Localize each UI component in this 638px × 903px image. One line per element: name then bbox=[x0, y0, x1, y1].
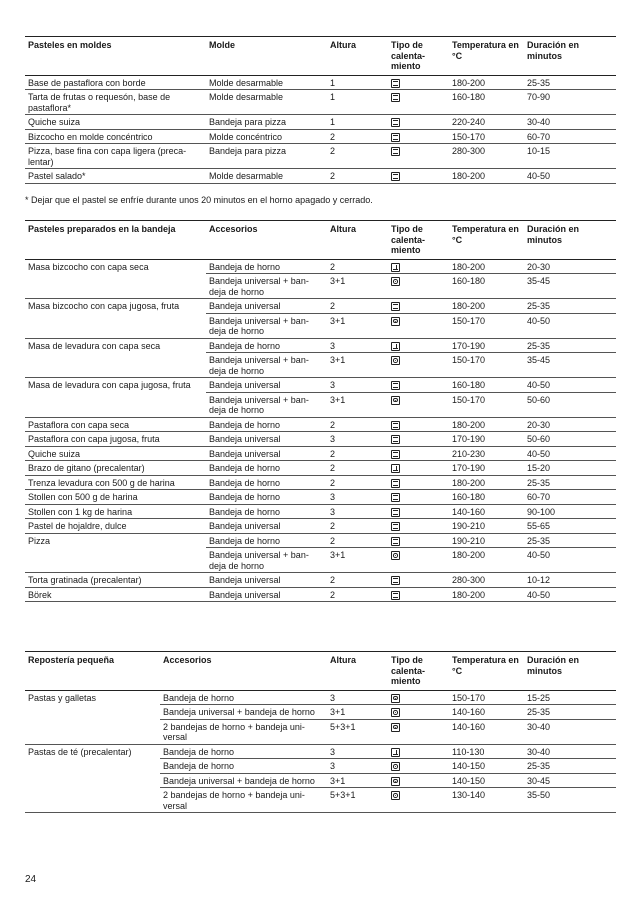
heating-type-cell bbox=[388, 759, 449, 774]
acc-cell: Bandeja universal bbox=[206, 446, 327, 461]
time-cell: 25-35 bbox=[524, 705, 616, 720]
top-bottom-heat-icon bbox=[391, 576, 400, 585]
acc-cell: Molde concéntrico bbox=[206, 129, 327, 144]
table-row bbox=[25, 378, 616, 393]
temp-cell: 280-300 bbox=[449, 573, 524, 588]
time-cell: 55-65 bbox=[524, 519, 616, 534]
time-cell: 10-15 bbox=[524, 144, 616, 169]
time-cell: 20-30 bbox=[524, 259, 616, 274]
alt-cell: 3+1 bbox=[327, 313, 388, 338]
column-header: Tipo de calenta-miento bbox=[388, 652, 449, 691]
name-cell bbox=[25, 773, 160, 788]
time-cell: 25-35 bbox=[524, 533, 616, 548]
temp-cell: 150-170 bbox=[449, 353, 524, 378]
bottom-heat-icon bbox=[391, 342, 400, 351]
time-cell: 10-12 bbox=[524, 573, 616, 588]
temp-cell: 160-180 bbox=[449, 378, 524, 393]
name-cell: Masa de levadura con capa jugosa, fruta bbox=[28, 380, 191, 390]
acc-cell: Bandeja universal + bandeja de horno bbox=[160, 705, 327, 720]
acc-cell: Bandeja de horno bbox=[206, 490, 327, 505]
acc-cell: Bandeja universal + ban-deja de horno bbox=[206, 313, 327, 338]
heating-type-cell bbox=[388, 353, 449, 378]
top-bottom-heat-icon bbox=[391, 381, 400, 390]
name-cell: Tarta de frutas o requesón, base de pastaflora* bbox=[25, 90, 206, 115]
name-cell: Pastel salado* bbox=[25, 169, 206, 184]
temp-cell: 140-160 bbox=[449, 504, 524, 519]
table-row bbox=[25, 129, 616, 144]
table-row bbox=[25, 299, 616, 314]
bottom-heat-icon bbox=[391, 748, 400, 757]
name-cell bbox=[25, 313, 206, 338]
temp-cell: 180-200 bbox=[449, 75, 524, 90]
top-bottom-heat-icon bbox=[391, 302, 400, 311]
temp-cell: 150-170 bbox=[449, 690, 524, 705]
table-row bbox=[25, 504, 616, 519]
name-cell: Pastas de té (precalentar) bbox=[28, 746, 132, 757]
top-bottom-heat-icon bbox=[391, 421, 400, 430]
alt-cell: 2 bbox=[327, 299, 388, 314]
time-cell: 35-45 bbox=[524, 274, 616, 299]
heating-type-cell bbox=[388, 573, 449, 588]
table-row bbox=[25, 705, 616, 720]
name-cell: Pastaflora con capa jugosa, fruta bbox=[25, 432, 206, 447]
name-cell: Quiche suiza bbox=[25, 115, 206, 130]
temp-cell: 160-180 bbox=[449, 490, 524, 505]
heating-type-cell bbox=[388, 705, 449, 720]
time-cell: 30-40 bbox=[524, 115, 616, 130]
alt-cell: 3+1 bbox=[327, 274, 388, 299]
alt-cell: 3 bbox=[327, 690, 388, 705]
table-row bbox=[25, 475, 616, 490]
alt-cell: 3+1 bbox=[327, 353, 388, 378]
top-bottom-heat-icon bbox=[391, 133, 400, 142]
table-row bbox=[25, 788, 616, 813]
acc-cell: Bandeja universal bbox=[206, 299, 327, 314]
heating-type-cell bbox=[388, 690, 449, 705]
top-bottom-heat-icon bbox=[391, 118, 400, 127]
top-bottom-heat-icon bbox=[391, 493, 400, 502]
alt-cell: 2 bbox=[327, 259, 388, 274]
temp-cell: 220-240 bbox=[449, 115, 524, 130]
temp-cell: 150-170 bbox=[449, 129, 524, 144]
column-header: Duración en minutos bbox=[524, 221, 616, 260]
hot-air-icon bbox=[391, 723, 400, 732]
time-cell: 25-35 bbox=[524, 299, 616, 314]
acc-cell: Bandeja universal bbox=[206, 573, 327, 588]
table-row bbox=[25, 274, 616, 299]
acc-cell: Molde desarmable bbox=[206, 75, 327, 90]
name-cell bbox=[25, 353, 206, 378]
column-header: Pasteles preparados en la bandeja bbox=[25, 221, 206, 260]
temp-cell: 150-170 bbox=[449, 392, 524, 417]
time-cell: 35-45 bbox=[524, 353, 616, 378]
table-row bbox=[25, 461, 616, 476]
name-cell: Torta gratinada (precalentar) bbox=[25, 573, 206, 588]
table-row bbox=[25, 353, 616, 378]
alt-cell: 3+1 bbox=[327, 392, 388, 417]
alt-cell: 2 bbox=[327, 461, 388, 476]
column-header: Tipo de calenta-miento bbox=[388, 37, 449, 76]
table-row bbox=[25, 773, 616, 788]
name-cell: Brazo de gitano (precalentar) bbox=[25, 461, 206, 476]
time-cell: 30-40 bbox=[524, 719, 616, 744]
time-cell: 25-35 bbox=[524, 338, 616, 353]
time-cell: 15-25 bbox=[524, 690, 616, 705]
heating-type-cell bbox=[388, 533, 449, 548]
time-cell: 25-35 bbox=[524, 75, 616, 90]
bottom-heat-icon bbox=[391, 263, 400, 272]
heating-type-cell bbox=[388, 144, 449, 169]
temp-cell: 170-190 bbox=[449, 461, 524, 476]
hot-air-icon bbox=[391, 791, 400, 800]
acc-cell: 2 bandejas de horno + bandeja uni-versal bbox=[160, 788, 327, 813]
alt-cell: 3+1 bbox=[327, 548, 388, 573]
top-bottom-heat-icon bbox=[391, 93, 400, 102]
heating-type-cell bbox=[388, 587, 449, 602]
time-cell: 40-50 bbox=[524, 587, 616, 602]
temp-cell: 180-200 bbox=[449, 169, 524, 184]
acc-cell: Molde desarmable bbox=[206, 169, 327, 184]
temp-cell: 210-230 bbox=[449, 446, 524, 461]
heating-type-cell bbox=[388, 313, 449, 338]
column-header: Repostería pequeña bbox=[25, 652, 160, 691]
hot-air-icon bbox=[391, 777, 400, 786]
heating-type-cell bbox=[388, 299, 449, 314]
acc-cell: Bandeja universal + ban-deja de horno bbox=[206, 353, 327, 378]
acc-cell: Bandeja de horno bbox=[206, 475, 327, 490]
table-row bbox=[25, 519, 616, 534]
time-cell: 30-45 bbox=[524, 773, 616, 788]
column-header: Temperatura en °C bbox=[449, 37, 524, 76]
alt-cell: 3 bbox=[327, 744, 388, 759]
table-pasteles-en-moldes bbox=[25, 36, 616, 184]
column-header: Temperatura en °C bbox=[449, 221, 524, 260]
hot-air-icon bbox=[391, 396, 400, 405]
alt-cell: 3 bbox=[327, 338, 388, 353]
top-bottom-heat-icon bbox=[391, 522, 400, 531]
table-row bbox=[25, 338, 616, 353]
temp-cell: 180-200 bbox=[449, 417, 524, 432]
alt-cell: 2 bbox=[327, 519, 388, 534]
name-cell: Pizza bbox=[28, 535, 51, 546]
alt-cell: 1 bbox=[327, 75, 388, 90]
alt-cell: 2 bbox=[327, 573, 388, 588]
name-cell: Base de pastaflora con borde bbox=[25, 75, 206, 90]
time-cell: 25-35 bbox=[524, 759, 616, 774]
top-bottom-heat-icon bbox=[391, 79, 400, 88]
table-row bbox=[25, 169, 616, 184]
alt-cell: 2 bbox=[327, 587, 388, 602]
heating-type-cell bbox=[388, 90, 449, 115]
temp-cell: 140-150 bbox=[449, 759, 524, 774]
time-cell: 25-35 bbox=[524, 475, 616, 490]
table-row bbox=[25, 490, 616, 505]
temp-cell: 180-200 bbox=[449, 475, 524, 490]
temp-cell: 190-210 bbox=[449, 533, 524, 548]
name-cell: Masa bizcocho con capa jugosa, fruta bbox=[28, 301, 180, 311]
time-cell: 90-100 bbox=[524, 504, 616, 519]
time-cell: 40-50 bbox=[524, 548, 616, 573]
alt-cell: 1 bbox=[327, 115, 388, 130]
time-cell: 20-30 bbox=[524, 417, 616, 432]
alt-cell: 2 bbox=[327, 533, 388, 548]
time-cell: 50-60 bbox=[524, 392, 616, 417]
table-row bbox=[25, 533, 616, 548]
name-cell: Stollen con 500 g de harina bbox=[25, 490, 206, 505]
alt-cell: 2 bbox=[327, 475, 388, 490]
alt-cell: 2 bbox=[327, 144, 388, 169]
heating-type-cell bbox=[388, 115, 449, 130]
name-cell: Pastas y galletas bbox=[28, 692, 97, 703]
heating-type-cell bbox=[388, 446, 449, 461]
name-cell bbox=[25, 719, 160, 744]
heating-type-cell bbox=[388, 75, 449, 90]
temp-cell: 140-160 bbox=[449, 719, 524, 744]
alt-cell: 3 bbox=[327, 504, 388, 519]
table-row bbox=[25, 759, 616, 774]
column-header: Duración en minutos bbox=[524, 37, 616, 76]
name-cell bbox=[25, 759, 160, 774]
name-cell: Börek bbox=[25, 587, 206, 602]
top-bottom-heat-icon bbox=[391, 450, 400, 459]
temp-cell: 140-160 bbox=[449, 705, 524, 720]
heating-type-cell bbox=[388, 274, 449, 299]
time-cell: 50-60 bbox=[524, 432, 616, 447]
alt-cell: 1 bbox=[327, 90, 388, 115]
temp-cell: 180-200 bbox=[449, 299, 524, 314]
footnote: * Dejar que el pastel se enfríe durante unos 20 minutos en el horno apagado y cerrado. bbox=[25, 195, 373, 205]
acc-cell: Bandeja de horno bbox=[160, 744, 327, 759]
name-cell bbox=[25, 274, 206, 299]
table-row bbox=[25, 392, 616, 417]
time-cell: 70-90 bbox=[524, 90, 616, 115]
acc-cell: Bandeja de horno bbox=[206, 533, 327, 548]
name-cell: Masa bizcocho con capa seca bbox=[28, 261, 149, 272]
top-bottom-heat-icon bbox=[391, 537, 400, 546]
heating-type-cell bbox=[388, 432, 449, 447]
alt-cell: 2 bbox=[327, 417, 388, 432]
heating-type-cell bbox=[388, 129, 449, 144]
alt-cell: 3 bbox=[327, 378, 388, 393]
hot-air-icon bbox=[391, 551, 400, 560]
top-bottom-heat-icon bbox=[391, 508, 400, 517]
acc-cell: Bandeja de horno bbox=[206, 259, 327, 274]
table-row bbox=[25, 719, 616, 744]
time-cell: 40-50 bbox=[524, 446, 616, 461]
heating-type-cell bbox=[388, 744, 449, 759]
table-row bbox=[25, 75, 616, 90]
temp-cell: 180-200 bbox=[449, 259, 524, 274]
hot-air-icon bbox=[391, 708, 400, 717]
name-cell bbox=[25, 705, 160, 720]
temp-cell: 280-300 bbox=[449, 144, 524, 169]
table-row bbox=[25, 144, 616, 169]
temp-cell: 180-200 bbox=[449, 587, 524, 602]
column-header: Altura bbox=[327, 37, 388, 76]
column-header: Temperatura en °C bbox=[449, 652, 524, 691]
time-cell: 60-70 bbox=[524, 490, 616, 505]
hot-air-icon bbox=[391, 694, 400, 703]
name-cell: Pastaflora con capa seca bbox=[25, 417, 206, 432]
table-row bbox=[25, 548, 616, 573]
column-header: Altura bbox=[327, 221, 388, 260]
heating-type-cell bbox=[388, 519, 449, 534]
time-cell: 40-50 bbox=[524, 378, 616, 393]
top-bottom-heat-icon bbox=[391, 172, 400, 181]
name-cell: Stollen con 1 kg de harina bbox=[25, 504, 206, 519]
acc-cell: Bandeja universal bbox=[206, 378, 327, 393]
acc-cell: Bandeja universal bbox=[206, 519, 327, 534]
temp-cell: 150-170 bbox=[449, 313, 524, 338]
heating-type-cell bbox=[388, 788, 449, 813]
column-header: Altura bbox=[327, 652, 388, 691]
heating-type-cell bbox=[388, 417, 449, 432]
table-row bbox=[25, 432, 616, 447]
column-header: Accesorios bbox=[160, 652, 327, 691]
acc-cell: Bandeja de horno bbox=[206, 504, 327, 519]
acc-cell: Molde desarmable bbox=[206, 90, 327, 115]
alt-cell: 3 bbox=[327, 432, 388, 447]
page-number: 24 bbox=[25, 874, 37, 885]
column-header: Duración en minutos bbox=[524, 652, 616, 691]
table-header-row bbox=[25, 37, 616, 76]
heating-type-cell bbox=[388, 548, 449, 573]
column-header: Tipo de calenta-miento bbox=[388, 221, 449, 260]
time-cell: 40-50 bbox=[524, 313, 616, 338]
acc-cell: Bandeja de horno bbox=[206, 338, 327, 353]
temp-cell: 160-180 bbox=[449, 274, 524, 299]
alt-cell: 3 bbox=[327, 490, 388, 505]
table-row bbox=[25, 417, 616, 432]
top-bottom-heat-icon bbox=[391, 147, 400, 156]
table-header-row bbox=[25, 221, 616, 260]
time-cell: 30-40 bbox=[524, 744, 616, 759]
heating-type-cell bbox=[388, 461, 449, 476]
table-row bbox=[25, 690, 616, 705]
acc-cell: Bandeja de horno bbox=[160, 690, 327, 705]
heating-type-cell bbox=[388, 169, 449, 184]
heating-type-cell bbox=[388, 338, 449, 353]
name-cell: Bizcocho en molde concéntrico bbox=[25, 129, 206, 144]
hot-air-icon bbox=[391, 356, 400, 365]
name-cell: Quiche suiza bbox=[25, 446, 206, 461]
acc-cell: Bandeja de horno bbox=[206, 461, 327, 476]
name-cell bbox=[25, 392, 206, 417]
name-cell: Masa de levadura con capa seca bbox=[28, 340, 161, 351]
table-row bbox=[25, 115, 616, 130]
heating-type-cell bbox=[388, 504, 449, 519]
table-row bbox=[25, 90, 616, 115]
temp-cell: 170-190 bbox=[449, 338, 524, 353]
acc-cell: Bandeja universal + ban-deja de horno bbox=[206, 274, 327, 299]
heating-type-cell bbox=[388, 378, 449, 393]
acc-cell: Bandeja de horno bbox=[160, 759, 327, 774]
top-bottom-heat-icon bbox=[391, 591, 400, 600]
temp-cell: 190-210 bbox=[449, 519, 524, 534]
alt-cell: 3+1 bbox=[327, 705, 388, 720]
heating-type-cell bbox=[388, 392, 449, 417]
alt-cell: 2 bbox=[327, 169, 388, 184]
time-cell: 60-70 bbox=[524, 129, 616, 144]
alt-cell: 2 bbox=[327, 446, 388, 461]
heating-type-cell bbox=[388, 475, 449, 490]
temp-cell: 160-180 bbox=[449, 90, 524, 115]
table-row bbox=[25, 587, 616, 602]
heating-type-cell bbox=[388, 259, 449, 274]
time-cell: 35-50 bbox=[524, 788, 616, 813]
heating-type-cell bbox=[388, 490, 449, 505]
hot-air-icon bbox=[391, 762, 400, 771]
name-cell: Pastel de hojaldre, dulce bbox=[25, 519, 206, 534]
acc-cell: Bandeja de horno bbox=[206, 417, 327, 432]
alt-cell: 3+1 bbox=[327, 773, 388, 788]
alt-cell: 5+3+1 bbox=[327, 719, 388, 744]
column-header: Pasteles en moldes bbox=[25, 37, 206, 76]
name-cell bbox=[25, 548, 206, 573]
top-bottom-heat-icon bbox=[391, 435, 400, 444]
name-cell: Trenza levadura con 500 g de harina bbox=[25, 475, 206, 490]
time-cell: 15-20 bbox=[524, 461, 616, 476]
name-cell bbox=[25, 788, 160, 813]
column-header: Accesorios bbox=[206, 221, 327, 260]
table-header-row bbox=[25, 652, 616, 691]
time-cell: 40-50 bbox=[524, 169, 616, 184]
hot-air-icon bbox=[391, 277, 400, 286]
bottom-heat-icon bbox=[391, 464, 400, 473]
name-cell: Pizza, base fina con capa ligera (preca-lentar) bbox=[25, 144, 206, 169]
temp-cell: 180-200 bbox=[449, 548, 524, 573]
column-header: Molde bbox=[206, 37, 327, 76]
hot-air-icon bbox=[391, 317, 400, 326]
heating-type-cell bbox=[388, 773, 449, 788]
temp-cell: 140-150 bbox=[449, 773, 524, 788]
acc-cell: Bandeja universal bbox=[206, 587, 327, 602]
table-row bbox=[25, 259, 616, 274]
table-pasteles-bandeja bbox=[25, 220, 616, 602]
acc-cell: Bandeja universal + ban-deja de horno bbox=[206, 548, 327, 573]
acc-cell: Bandeja para pizza bbox=[206, 144, 327, 169]
temp-cell: 170-190 bbox=[449, 432, 524, 447]
table-row bbox=[25, 446, 616, 461]
temp-cell: 110-130 bbox=[449, 744, 524, 759]
heating-type-cell bbox=[388, 719, 449, 744]
acc-cell: Bandeja universal bbox=[206, 432, 327, 447]
acc-cell: Bandeja universal + ban-deja de horno bbox=[206, 392, 327, 417]
acc-cell: Bandeja para pizza bbox=[206, 115, 327, 130]
table-row bbox=[25, 573, 616, 588]
alt-cell: 3 bbox=[327, 759, 388, 774]
alt-cell: 5+3+1 bbox=[327, 788, 388, 813]
table-row bbox=[25, 744, 616, 759]
alt-cell: 2 bbox=[327, 129, 388, 144]
table-row bbox=[25, 313, 616, 338]
acc-cell: 2 bandejas de horno + bandeja uni-versal bbox=[160, 719, 327, 744]
top-bottom-heat-icon bbox=[391, 479, 400, 488]
temp-cell: 130-140 bbox=[449, 788, 524, 813]
table-reposteria-pequena bbox=[25, 651, 616, 813]
acc-cell: Bandeja universal + bandeja de horno bbox=[160, 773, 327, 788]
